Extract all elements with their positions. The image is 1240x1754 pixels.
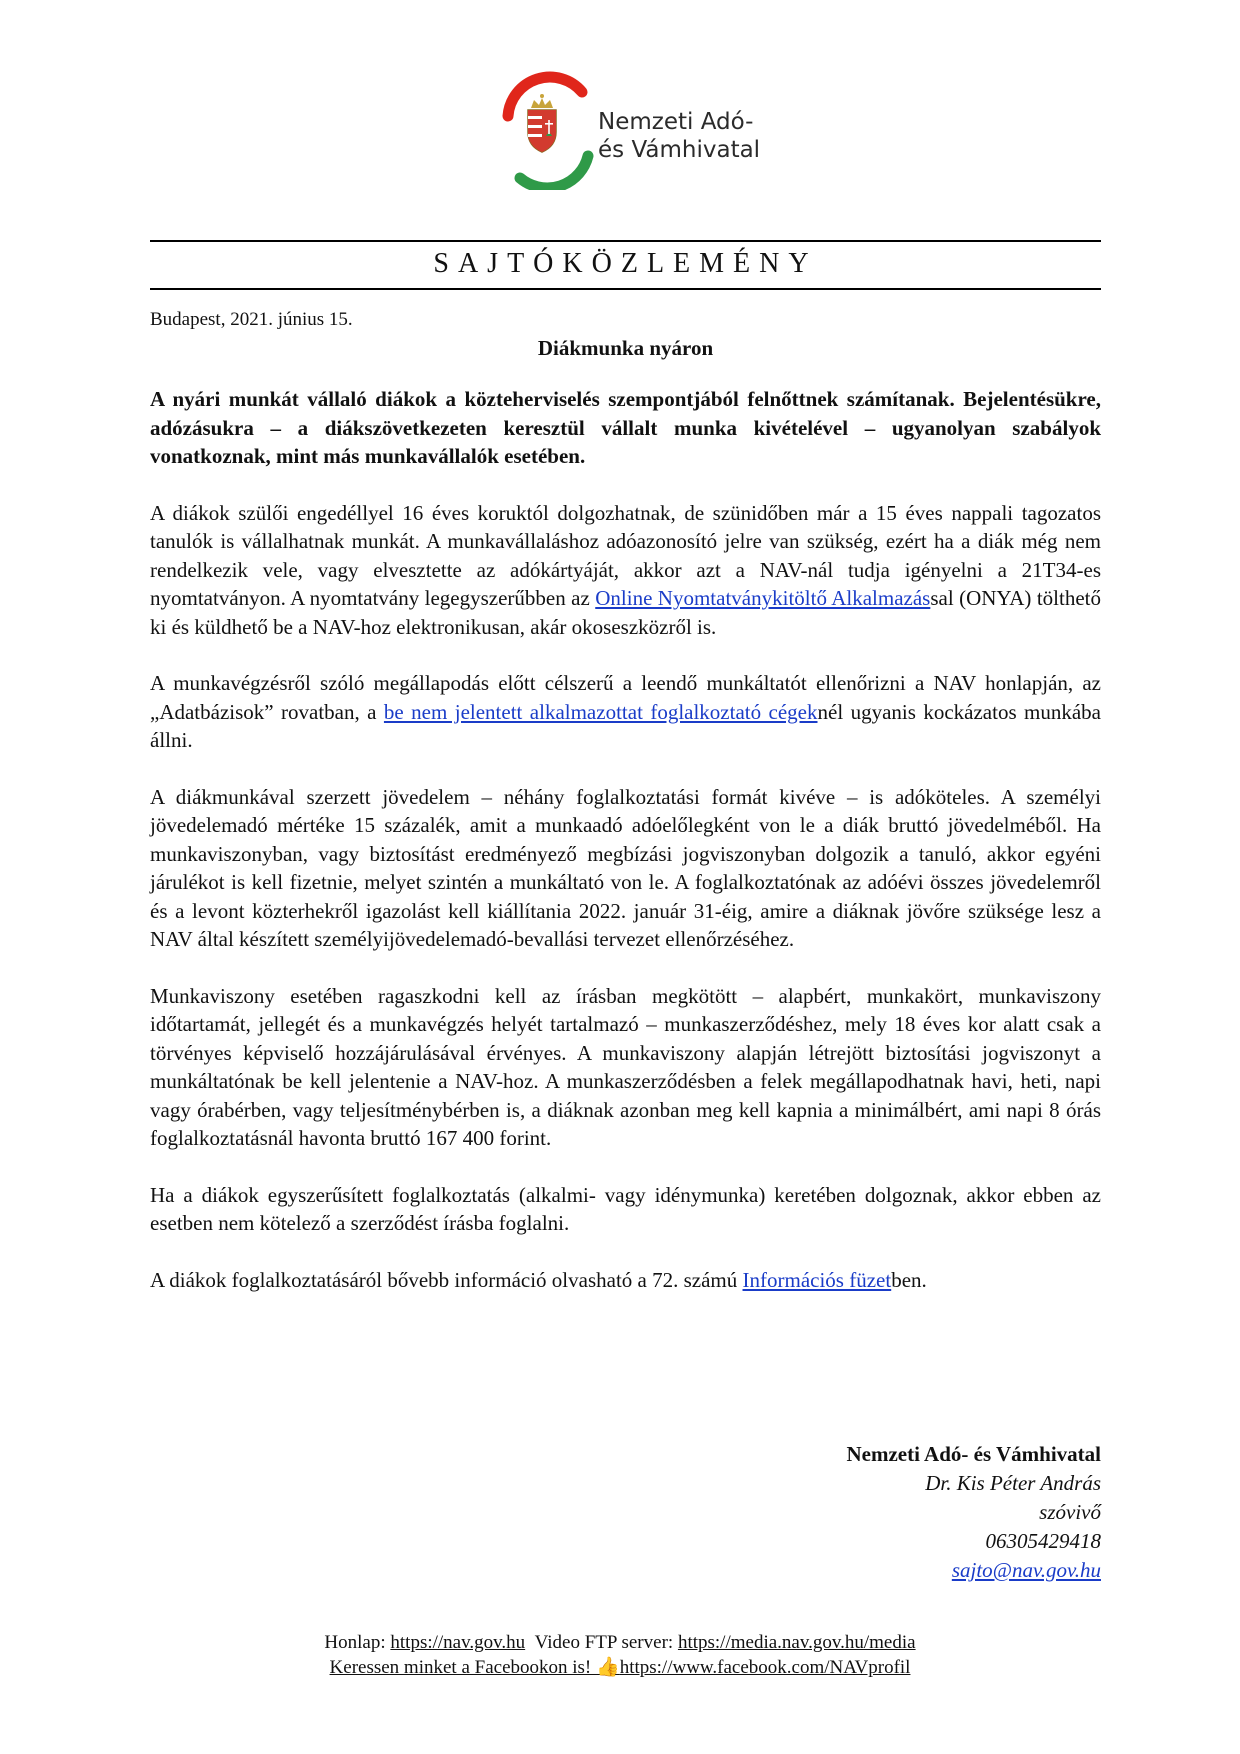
paragraph-6-text-b: ben. (891, 1267, 927, 1292)
page-title: SAJTÓKÖZLEMÉNY (433, 248, 818, 279)
homepage-link[interactable]: https://nav.gov.hu (390, 1632, 526, 1653)
paragraph-1-text-b: sal (ONYA) tölthető ki és küldhető be a NAV-hoz elektronikusan, akár okoseszközről is. (150, 586, 1101, 639)
paragraph-2 (150, 669, 1101, 755)
paragraph-1 (150, 499, 1101, 642)
paragraph-3: A diákmunkával szerzett jövedelem – néhány foglalkoztatási formát kivéve – is adóköteles. A személyi jövedelemadó mértéke 15 százalék, amit a munkaadó adóelőlegként von le a diák bruttó jövedelméből. Ha munkaviszonyban, vagy biztosítást eredményező megbízási jogviszonyban dolgozik a tanuló, akkor egyéni járulékot is kell fizetnie, melyet szintén a munkáltató von le. A foglalkoztatónak az adóévi összes jövedelemről és a levont közterhekről igazolást kell kiállítania 2022. január 31-éig, amire a diáknak jövőre szüksége lesz a NAV által készített személyijövedelemadó-bevallási tervezet ellenőrzéséhez. (150, 784, 1101, 951)
facebook-link[interactable]: https://www.facebook.com/NAVprofil (619, 1657, 911, 1678)
paragraph-6 (150, 1266, 1101, 1295)
page-footer (0, 1630, 1240, 1680)
info-booklet-link[interactable]: Információs füzet (742, 1267, 892, 1292)
signature-name: Dr. Kis Péter András (925, 1471, 1101, 1495)
headline: Diákmunka nyáron (537, 336, 714, 360)
paragraph-5: Ha a diákok egyszerűsített foglalkoztatás (alkalmi- vagy idénymunka) keretében dolgoznak, akkor ebben az esetben nem kötelező a szerződést írásba foglalni. (150, 1182, 1101, 1235)
title-bottom-rule (150, 288, 1101, 290)
nav-coat-of-arms-logo (490, 70, 594, 190)
footer-line-2 (0, 1655, 1240, 1680)
paragraph-2-text-b: nél ugyanis kockázatos munkába állni. (150, 699, 1102, 752)
signature-org: Nemzeti Adó- és Vámhivatal (846, 1442, 1101, 1466)
unreported-employers-link[interactable]: be nem jelentett alkalmazottat foglalkoztató cégek (383, 699, 818, 724)
footer-line-1 (0, 1630, 1240, 1655)
lead-paragraph: A nyári munkát vállaló diákok a közteherviselés szempontjából felnőttnek számítanak. Bejelentésükre, adózásukra – a diákszövetkezeten keresztül vállalt munka kivételével – ugyanolyan szabályok vonatkoznak, mint más munkavállalók esetében. (150, 387, 1101, 468)
title-top-rule (150, 240, 1101, 242)
nav-logo (490, 70, 790, 190)
article-body (150, 385, 1101, 1322)
ftp-label: Video FTP server: (534, 1632, 678, 1653)
onya-link[interactable]: Online Nyomtatványkitöltő Alkalmazás (595, 586, 931, 610)
org-name-line2: és Vámhivatal (598, 137, 761, 163)
signature-role: szóvivő (1039, 1500, 1101, 1524)
dateline: Budapest, 2021. június 15. (150, 309, 353, 330)
ftp-link[interactable]: https://media.nav.gov.hu/media (677, 1632, 916, 1653)
paragraph-2-text-a: A munkavégzésről szóló megállapodás előtt célszerű a leendő munkáltatót ellenőrizni a NAV honlapján, az „Adatbázisok” rovatban, a (150, 671, 1101, 724)
paragraph-6-text-a: A diákok foglalkoztatásáról bővebb információ olvasható a 72. számú (150, 1267, 743, 1292)
signature-phone: 06305429418 (985, 1529, 1101, 1553)
org-name (598, 108, 760, 164)
press-email-link[interactable]: sajto@nav.gov.hu (951, 1558, 1101, 1582)
thumbs-up-icon: 👍 (596, 1657, 620, 1678)
paragraph-4: Munkaviszony esetében ragaszkodni kell az írásban megkötött – alapbért, munkakört, munkaviszony időtartamát, jellegét és a munkavégzés helyét tartalmazó – munkaszerződéshez, mely 18 éves kor alatt csak a törvényes képviselő hozzájárulásával érvényes. A munkaviszony alapján létrejött biztosítási jogviszonyt a munkáltatónak be kell jelentenie a NAV-hoz. A munkaszerződésben a felek megállapodhatnak havi, heti, napi vagy órabérben, vagy teljesítménybérben is, a diáknak azonban meg kell kapnia a minimálbért, ami napi 8 órás foglalkoztatásnál havonta bruttó 167 400 forint. (150, 983, 1101, 1150)
paragraph-1-text-a: A diákok szülői engedéllyel 16 éves koruktól dolgozhatnak, de szünidőben már a 15 éves nappali tagozatos tanulók is vállalhatnak munkát. A munkavállaláshoz adóazonosító jelre van szükség, ezért ha a diák még nem rendelkezik vele, vagy elvesztette az adókártyáját, akkor azt a NAV-nál tudja igényelni a 21T34-es nyomtatványon. A nyomtatvány legegyszerűbben az (150, 500, 1101, 610)
homepage-label: Honlap: (324, 1632, 391, 1653)
facebook-text: Keressen minket a Facebookon is! (329, 1657, 597, 1678)
org-name-line1: Nemzeti Adó- (598, 109, 754, 135)
signature-block (847, 1440, 1102, 1585)
